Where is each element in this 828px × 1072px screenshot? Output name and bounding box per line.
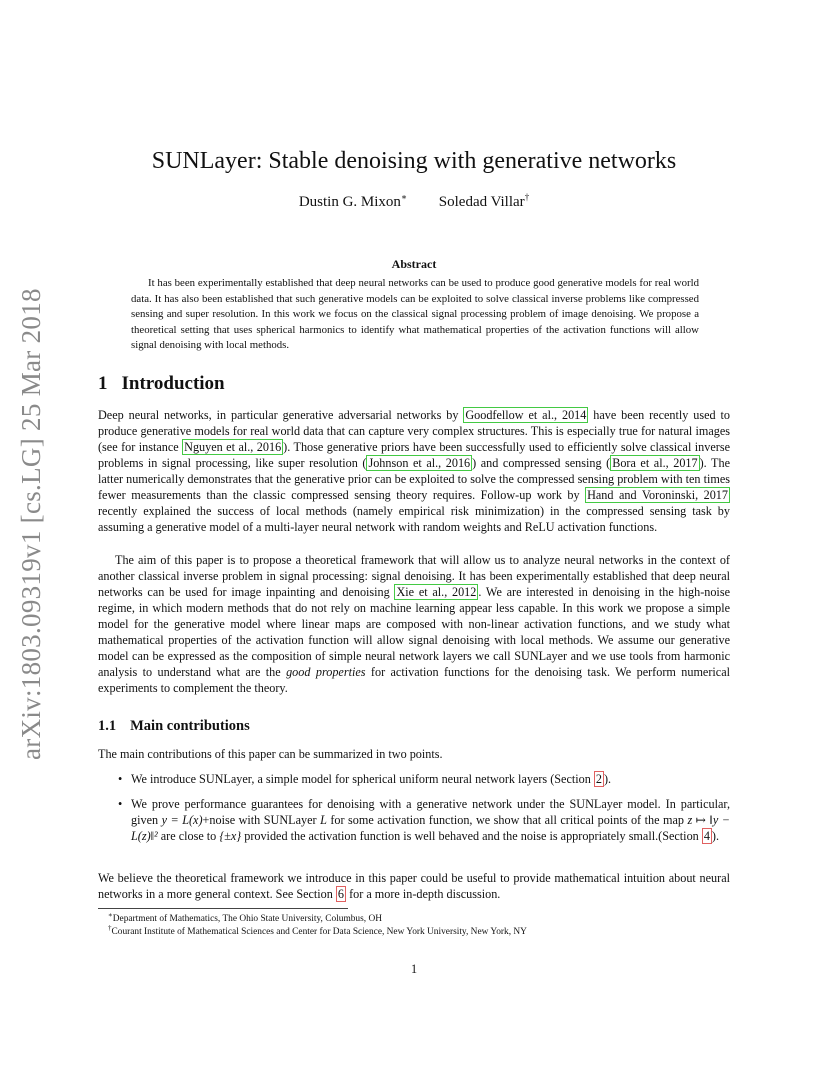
footnote-mark: † [108, 924, 112, 932]
footnote-text: Courant Institute of Mathematical Sciences and Center for Data Science, New York University, New York, NY [111, 927, 527, 938]
list-item: • We prove performance guarantees for denoising with a generative network under the SUNLayer model. In particular, given y = L(x)+noise with SUNLayer L for some activation function, we show that all critical points of the map z ↦ ‖y − L(z)‖² are close to {±x} provided the activation function is well behaved and the noise is appropriately small.(Section 4 ). [118, 797, 730, 844]
footnote-divider [98, 908, 348, 909]
citation-link[interactable]: Johnson et al., 2016 [368, 456, 471, 471]
subsection-number: 1.1 [98, 718, 117, 734]
math-expression: L [320, 813, 327, 828]
footnote-mark: ∗ [400, 192, 408, 202]
section-heading-introduction [98, 373, 225, 395]
citation-link[interactable]: Bora et al., 2017 [612, 456, 698, 471]
author [439, 194, 529, 210]
section-number: 1 [98, 373, 108, 394]
footnote [108, 911, 728, 924]
contributions-list [98, 771, 730, 787]
paper-title: SUNLayer: Stable denoising with generative networks [151, 148, 677, 174]
bullet-icon: • [118, 797, 123, 811]
math-expression: z ↦ ‖y − L(z)‖² [131, 813, 730, 844]
author-name: Dustin G. Mixon [298, 194, 401, 210]
contributions-list [98, 796, 730, 844]
citation-link[interactable]: Xie et al., 2012 [396, 585, 477, 600]
citation-link[interactable]: Nguyen et al., 2016 [184, 440, 282, 455]
page-number: 1 [410, 962, 418, 976]
author-name: Soledad Villar [438, 194, 525, 210]
list-item: • We introduce SUNLayer, a simple model for spherical uniform neural network layers (Section 2 ). [118, 772, 612, 786]
author-list [0, 192, 828, 211]
section-reference-link[interactable]: 4 [703, 829, 710, 844]
intro-paragraph-1: Deep neural networks, in particular generative adversarial networks by Goodfellow et al., 2014 have been recently used to produce generative models for real world data that can capture very complex structures. This is especially true for natural images (see for instance Nguyen et al., 2016 ). Those generative priors have been successfully used to efficiently solve classical inverse problems in signal processing, like super resolution ( Johnson et al., 2016 ) and compressed sensing ( Bora et al., 2017 ). The latter numerically demonstrates that the generative prior can be exploited to solve the compressed sensing problem with ten times fewer measurements than the classic compressed sensing theory requires. Follow-up work by Hand and Voroninski, 2017 recently explained the success of local methods (namely empirical risk minimization) in the compressed sensing task by assuming a generative model of a multi-layer neural network with random weights and ReLU activation functions. [98, 408, 730, 535]
footnote-text: Department of Mathematics, The Ohio State University, Columbus, OH [112, 914, 382, 925]
abstract-heading: Abstract [391, 257, 437, 271]
contributions-lead: The main contributions of this paper can be summarized in two points. [98, 747, 443, 761]
subsection-title-text: Main contributions [130, 718, 250, 734]
section-reference-link[interactable]: 6 [337, 887, 345, 902]
arxiv-identifier-stamp: arXiv:1803.09319v1 [cs.LG] 25 Mar 2018 [16, 288, 46, 760]
closing-paragraph: We believe the theoretical framework we introduce in this paper could be useful to provide mathematical intuition about neural networks in a more general context. See Section 6 for a more in-depth discussion. [98, 871, 730, 902]
intro-paragraph-2: The aim of this paper is to propose a theoretical framework that will allow us to analyze neural networks in the context of another classical inverse problem in signal processing: signal denoising. It has been experimentally established that deep neural networks can be used for image inpainting and denoising Xie et al., 2012 . We are interested in denoising in the high-noise regime, in which modern methods that do not rely on machine learning appear less capable. In this work we propose a simple model for the generative model where linear maps are composed with non-linear activation functions, and we study what mathematical properties of the activation function will allow signal denoising with local methods. We assume our generative model can be expressed as the composition of simple neural network layers we call SUNLayer and we use tools from harmonic analysis to understand what are the good properties for activation functions for the denoising task. We perform numerical experiments to complement the theory. [98, 553, 730, 696]
emphasis-text: good properties [286, 665, 366, 680]
citation-link[interactable]: Goodfellow et al., 2014 [465, 408, 587, 422]
footnote-mark: † [524, 192, 530, 202]
bullet-icon: • [118, 772, 123, 786]
subsection-heading-main-contributions [98, 718, 250, 735]
section-title-text: Introduction [121, 373, 225, 394]
author [299, 194, 407, 210]
citation-link[interactable]: Hand and Voroninski, 2017 [587, 488, 728, 503]
abstract-text: It has been experimentally established that deep neural networks can be used to produce good generative models for real world data. It has also been established that such generative models can be exploited to solve classical inverse problems like compressed sensing and super resolution. In this work we focus on the classical signal processing problem of image denoising. We propose a theoretical setting that uses spherical harmonics to identify what mathematical properties of the activation functions will allow signal denoising with local methods. [131, 277, 699, 352]
footnote [108, 924, 728, 937]
math-expression: y = L(x) [161, 813, 203, 828]
math-expression: {±x} [219, 829, 242, 844]
section-reference-link[interactable]: 2 [595, 772, 602, 786]
footnote-mark: ∗ [108, 911, 113, 919]
